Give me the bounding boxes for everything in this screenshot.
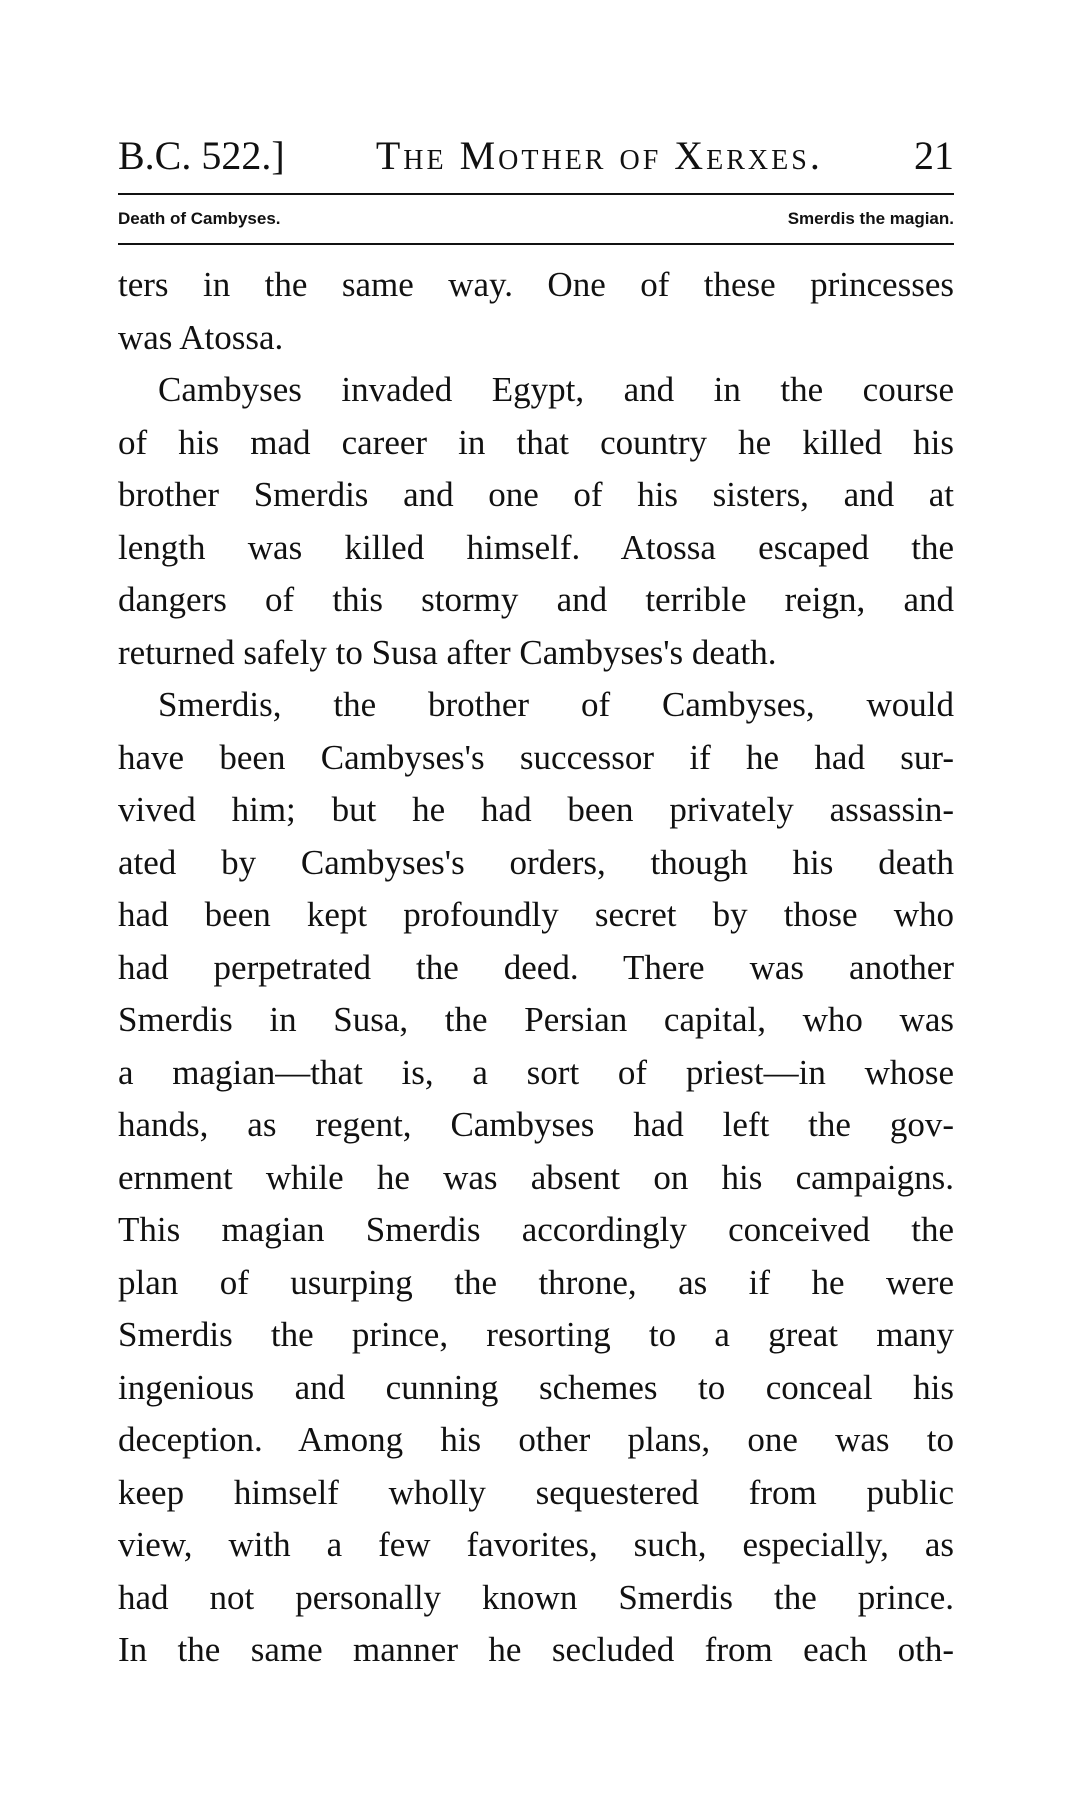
text-line: have been Cambyses's successor if he had sur- xyxy=(118,737,954,777)
text-line: had perpetrated the deed. There was another xyxy=(118,947,954,987)
text-line: Smerdis in Susa, the Persian capital, who was xyxy=(118,1000,954,1039)
text-line: view, with a few favorites, such, especially, as xyxy=(118,1525,954,1564)
text-line: Smerdis, the brother of Cambyses, would xyxy=(158,685,954,724)
text-line: returned safely to Susa after Cambyses's death. xyxy=(118,632,777,672)
text-line: keep himself wholly sequestered from public xyxy=(118,1472,954,1512)
text-line: had been kept profoundly secret by those who xyxy=(118,895,954,934)
text-line: In the same manner he secluded from each oth- xyxy=(118,1630,954,1669)
text-line: plan of usurping the throne, as if he were xyxy=(118,1262,954,1302)
text-line: was Atossa. xyxy=(118,317,284,357)
text-line: Cambyses invaded Egypt, and in the course xyxy=(158,370,954,409)
text-line: a magian—that is, a sort of priest—in whose xyxy=(118,1052,954,1092)
text-line: length was killed himself. Atossa escaped the xyxy=(118,527,954,567)
page-number: 21 xyxy=(914,133,954,178)
text-line: ingenious and cunning schemes to conceal his xyxy=(118,1367,954,1407)
text-line: dangers of this stormy and terrible reign, and xyxy=(118,580,954,619)
text-line: vived him; but he had been privately assassin- xyxy=(118,790,954,829)
text-line: Smerdis the prince, resorting to a great many xyxy=(118,1315,954,1354)
header-date: B.C. 522.] xyxy=(118,133,285,178)
text-line: ters in the same way. One of these princesses xyxy=(118,265,954,304)
text-line: had not personally known Smerdis the prince. xyxy=(118,1577,954,1617)
header-rule-bottom xyxy=(118,243,954,245)
header-title: The Mother of Xerxes. xyxy=(375,133,823,178)
text-line: hands, as regent, Cambyses had left the gov- xyxy=(118,1105,954,1144)
text-line: deception. Among his other plans, one was to xyxy=(118,1420,954,1459)
body-text xyxy=(118,259,954,1677)
text-line: ernment while he was absent on his campaigns. xyxy=(118,1157,954,1197)
header-rule-top xyxy=(118,193,954,195)
sidenote-left: Death of Cambyses. xyxy=(118,209,281,228)
sidenotes xyxy=(118,199,954,239)
text-line: of his mad career in that country he killed his xyxy=(118,422,954,462)
sidenote-right: Smerdis the magian. xyxy=(787,209,954,228)
text-line: ated by Cambyses's orders, though his death xyxy=(118,842,954,882)
text-line: This magian Smerdis accordingly conceived the xyxy=(118,1210,954,1249)
running-head xyxy=(118,128,954,184)
text-line: brother Smerdis and one of his sisters, and at xyxy=(118,475,954,514)
